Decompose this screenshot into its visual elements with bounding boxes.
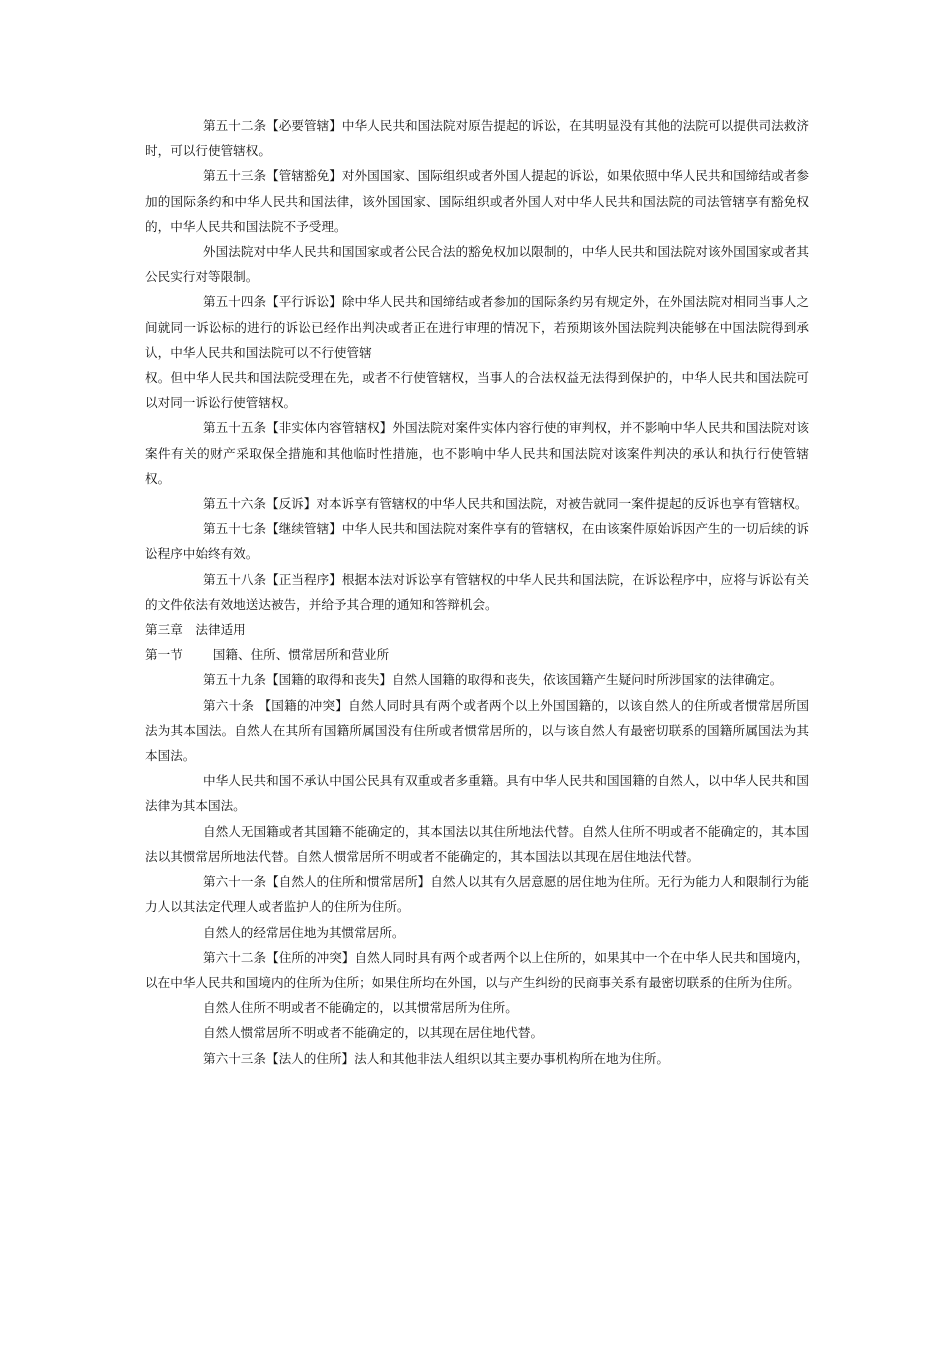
section-number: 第一节 — [145, 647, 183, 663]
section-title: 国籍、住所、惯常居所和营业所 — [212, 647, 390, 663]
paragraph-article-63: 第六十三条【法人的住所】法人和其他非法人组织以其主要办事机构所在地为住所。 — [203, 1050, 669, 1066]
paragraph-article-59: 第五十九条【国籍的取得和丧失】自然人国籍的取得和丧失，依该国籍产生疑问时所涉国家的法律确定。 — [203, 672, 783, 688]
chapter-title: 第三章 法律适用 — [145, 622, 246, 638]
paragraph-article-61-habitual: 自然人的经常居住地为其惯常居所。 — [203, 924, 405, 940]
paragraph-article-56: 第五十六条【反诉】对本诉享有管辖权的中华人民共和国法院，对被告就同一案件提起的反诉也享有管辖权。 — [203, 496, 808, 512]
paragraph-article-57: 第五十七条【继续管辖】中华人民共和国法院对案件享有的管辖权，在由该案件原始诉因产生的一切后续的诉讼程序中始终有效。 — [145, 521, 809, 562]
paragraph-article-53-reciprocity: 外国法院对中华人民共和国国家或者公民合法的豁免权加以限制的，中华人民共和国法院对该外国国家或者其公民实行对等限制。 — [145, 244, 809, 285]
paragraph-article-53: 第五十三条【管辖豁免】对外国国家、国际组织或者外国人提起的诉讼，如果依照中华人民共和国缔结或者参加的国际条约和中华人民共和国法律，该外国国家、国际组织或者外国人对中华人民共和国法院的司法管辖享有豁免权的，中华人民共和国法院不予受理。 — [145, 168, 809, 234]
paragraph-article-52: 第五十二条【必要管辖】中华人民共和国法院对原告提起的诉讼，在其明显没有其他的法院可以提供司法救济时，可以行使管辖权。 — [145, 118, 809, 159]
articles-applicable-law — [145, 667, 809, 1070]
paragraph-article-60-dual-nationality: 中华人民共和国不承认中国公民具有双重或者多重籍。具有中华人民共和国国籍的自然人，以中华人民共和国法律为其本国法。 — [145, 773, 809, 814]
paragraph-article-55: 第五十五条【非实体内容管辖权】外国法院对案件实体内容行使的审判权，并不影响中华人民共和国法院对该案件有关的财产采取保全措施和其他临时性措施，也不影响中华人民共和国法院对该案件判决的承认和执行行使管辖权。 — [145, 420, 809, 486]
paragraph-article-58: 第五十八条【正当程序】根据本法对诉讼享有管辖权的中华人民共和国法院，在诉讼程序中，应将与诉讼有关的文件依法有效地送达被告，并给予其合理的通知和答辩机会。 — [145, 571, 809, 612]
paragraph-article-60: 第六十条 【国籍的冲突】自然人同时具有两个或者两个以上外国国籍的，以该自然人的住所或者惯常居所国法为其本国法。自然人在其所有国籍所属国没有住所或者惯常居所的，以与该自然人有最密切联系的国籍所属国法为其本国法。 — [145, 697, 809, 764]
document-page — [145, 113, 809, 1071]
section-heading — [145, 642, 809, 667]
paragraph-article-62-unknown-habitual: 自然人惯常居所不明或者不能确定的，以其现在居住地代替。 — [203, 1025, 544, 1041]
paragraph-article-62: 第六十二条【住所的冲突】自然人同时具有两个或者两个以上住所的，如果其中一个在中华人民共和国境内，以在中华人民共和国境内的住所为住所；如果住所均在外国，以与产生纠纷的民商事关系有最密切联系的住所为住所。 — [145, 949, 809, 990]
articles-jurisdiction — [145, 113, 809, 617]
paragraph-article-54-continued: 权。但中华人民共和国法院受理在先，或者不行使管辖权，当事人的合法权益无法得到保护的，中华人民共和国法院可以对同一诉讼行使管辖权。 — [145, 370, 809, 411]
paragraph-article-61: 第六十一条【自然人的住所和惯常居所】自然人以其有久居意愿的居住地为住所。无行为能力人和限制行为能力人以其法定代理人或者监护人的住所为住所。 — [145, 874, 809, 915]
paragraph-article-54: 第五十四条【平行诉讼】除中华人民共和国缔结或者参加的国际条约另有规定外，在外国法院对相同当事人之间就同一诉讼标的进行的诉讼已经作出判决或者正在进行审理的情况下，若预期该外国法院判决能够在中国法院得到承认，中华人民共和国法院可以不行使管辖 — [145, 294, 809, 360]
paragraph-article-60-stateless: 自然人无国籍或者其国籍不能确定的，其本国法以其住所地法代替。自然人住所不明或者不能确定的，其本国法以其惯常居所地法代替。自然人惯常居所不明或者不能确定的，其本国法以其现在居住地法代替。 — [145, 823, 809, 864]
paragraph-article-62-unknown-domicile: 自然人住所不明或者不能确定的，以其惯常居所为住所。 — [203, 1000, 518, 1016]
